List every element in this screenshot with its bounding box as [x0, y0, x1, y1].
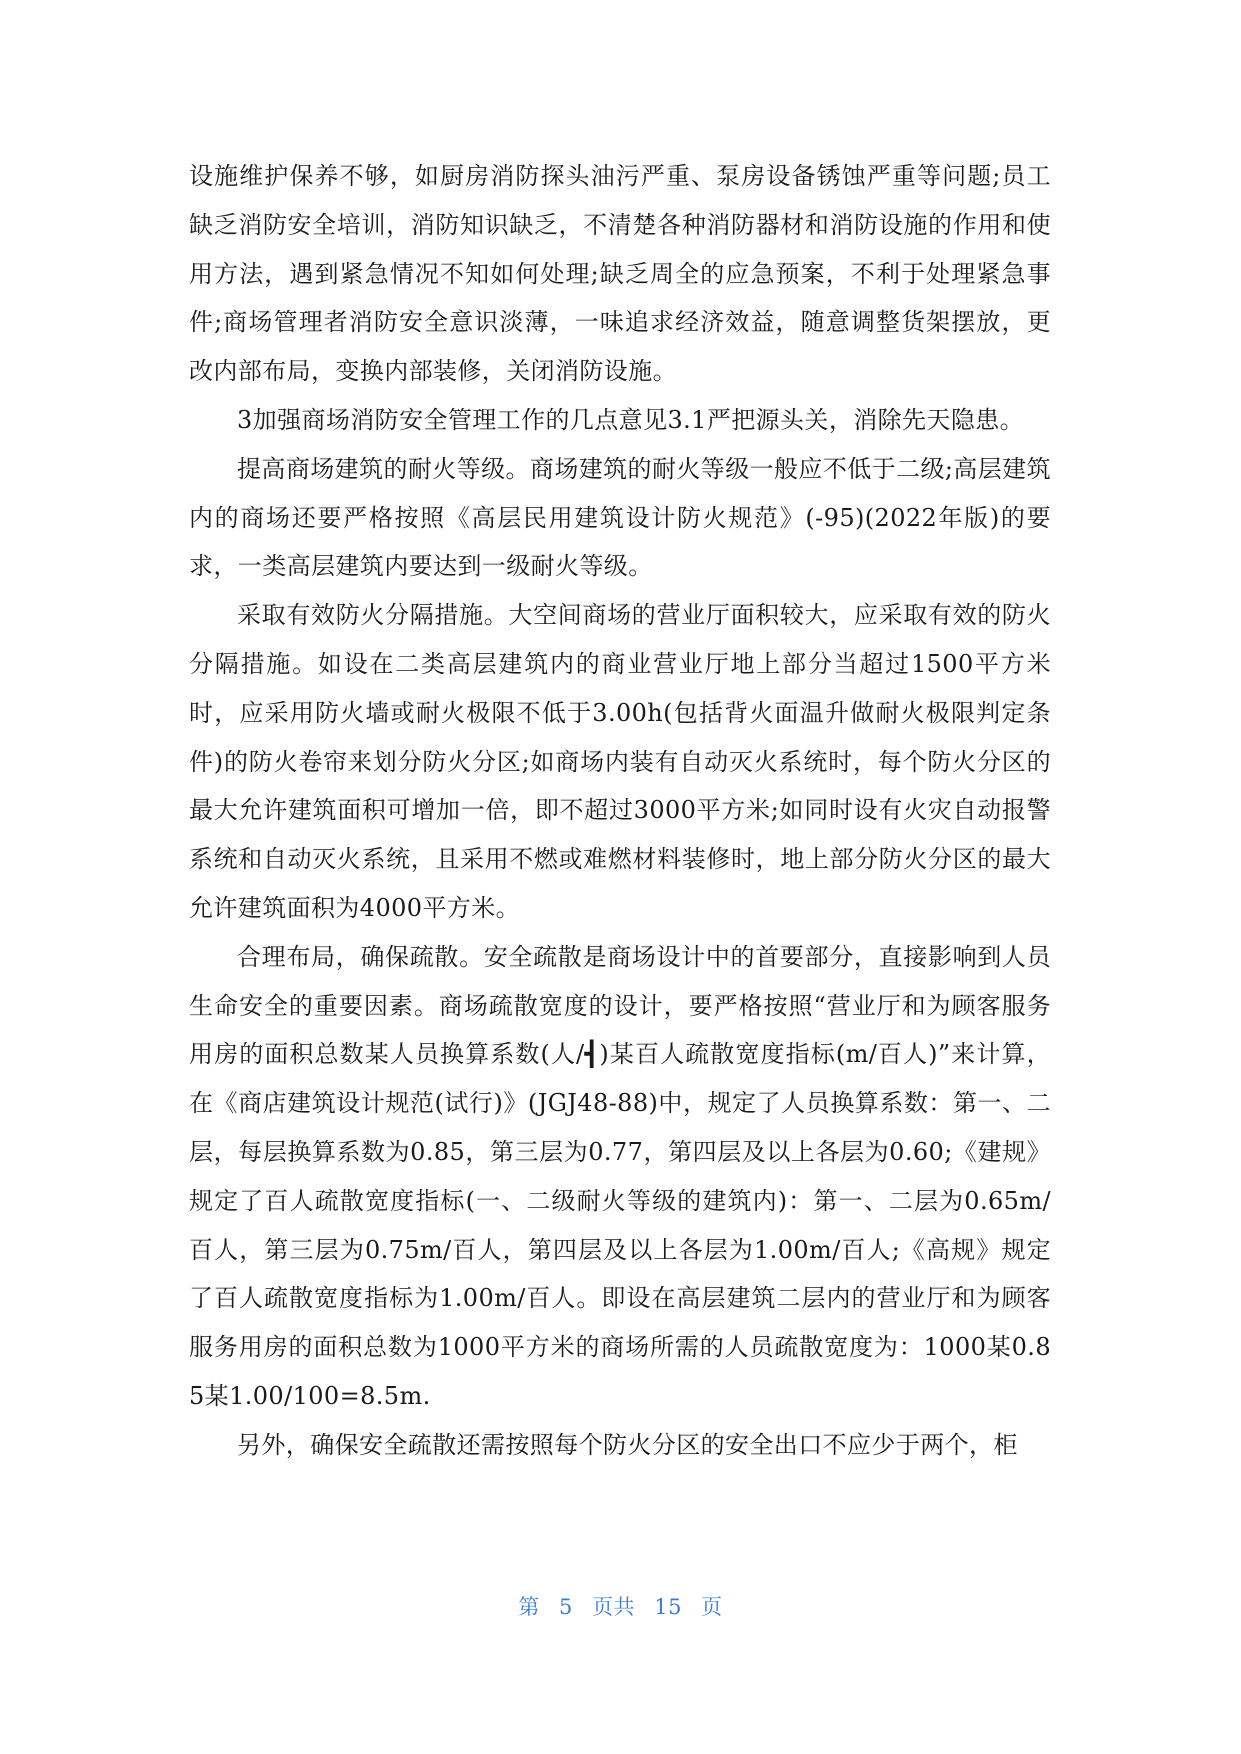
paragraph-2: 3加强商场消防安全管理工作的几点意见3.1严把源头关，消除先天隐患。: [237, 405, 1025, 434]
paragraph-4: 采取有效防火分隔措施。大空间商场的营业厅面积较大，应采取有效的防火分隔措施。如设在二类高层建筑内的商业营业厅地上部分当超过1500平方米时，应采用防火墙或耐火极限不低于3.00h(包括背火面温升做耐火极限判定条件)的防火卷帘来划分防火分区;如商场内装有自动灭火系统时，每个防火分区的最大允许建筑面积可增加一倍，即不超过3000平方米;如同时设有火灾自动报警系统和自动灭火系统，且采用不燃或难燃材料装修时，地上部分防火分区的最大允许建筑面积为4000平方米。: [189, 601, 1051, 922]
paragraph-6: 另外，确保安全疏散还需按照每个防火分区的安全出口不应少于两个，柜: [237, 1430, 1018, 1459]
footer-total-pages: 15: [654, 1595, 682, 1619]
paragraph-1: 设施维护保养不够，如厨房消防探头油污严重、泵房设备锈蚀严重等问题;员工缺乏消防安全培训，消防知识缺乏，不清楚各种消防器材和消防设施的作用和使用方法，遇到紧急情况不知如何处理;缺乏周全的应急预案，不利于处理紧急事件;商场管理者消防安全意识淡薄，一味追求经济效益，随意调整货架摆放，更改内部布局，变换内部装修，关闭消防设施。: [189, 162, 1051, 386]
document-body: [189, 152, 1051, 1470]
page-number-footer: [0, 1591, 1241, 1621]
footer-middle: 页共: [592, 1595, 636, 1619]
footer-suffix: 页: [701, 1595, 723, 1619]
paragraph-3: 提高商场建筑的耐火等级。商场建筑的耐火等级一般应不低于二级;高层建筑内的商场还要严格按照《高层民用建筑设计防火规范》(-95)(2022年版)的要求，一类高层建筑内要达到一级耐火等级。: [189, 454, 1051, 581]
paragraph-5: 合理布局，确保疏散。安全疏散是商场设计中的首要部分，直接影响到人员生命安全的重要因素。商场疏散宽度的设计，要严格按照“营业厅和为顾客服务用房的面积总数某人员换算系数(人/┫)某百人疏散宽度指标(m/百人)”来计算，在《商店建筑设计规范(试行)》(JGJ48-88)中，规定了人员换算系数：第一、二层，每层换算系数为0.85，第三层为0.77，第四层及以上各层为0.60;《建规》规定了百人疏散宽度指标(一、二级耐火等级的建筑内)：第一、二层为0.65m/百人，第三层为0.75m/百人，第四层及以上各层为1.00m/百人;《高规》规定了百人疏散宽度指标为1.00m/百人。即设在高层建筑二层内的营业厅和为顾客服务用房的面积总数为1000平方米的商场所需的人员疏散宽度为：1000某0.85某1.00/100=8.5m.: [189, 942, 1051, 1410]
footer-prefix: 第: [518, 1595, 540, 1619]
footer-current-page: 5: [559, 1595, 573, 1619]
